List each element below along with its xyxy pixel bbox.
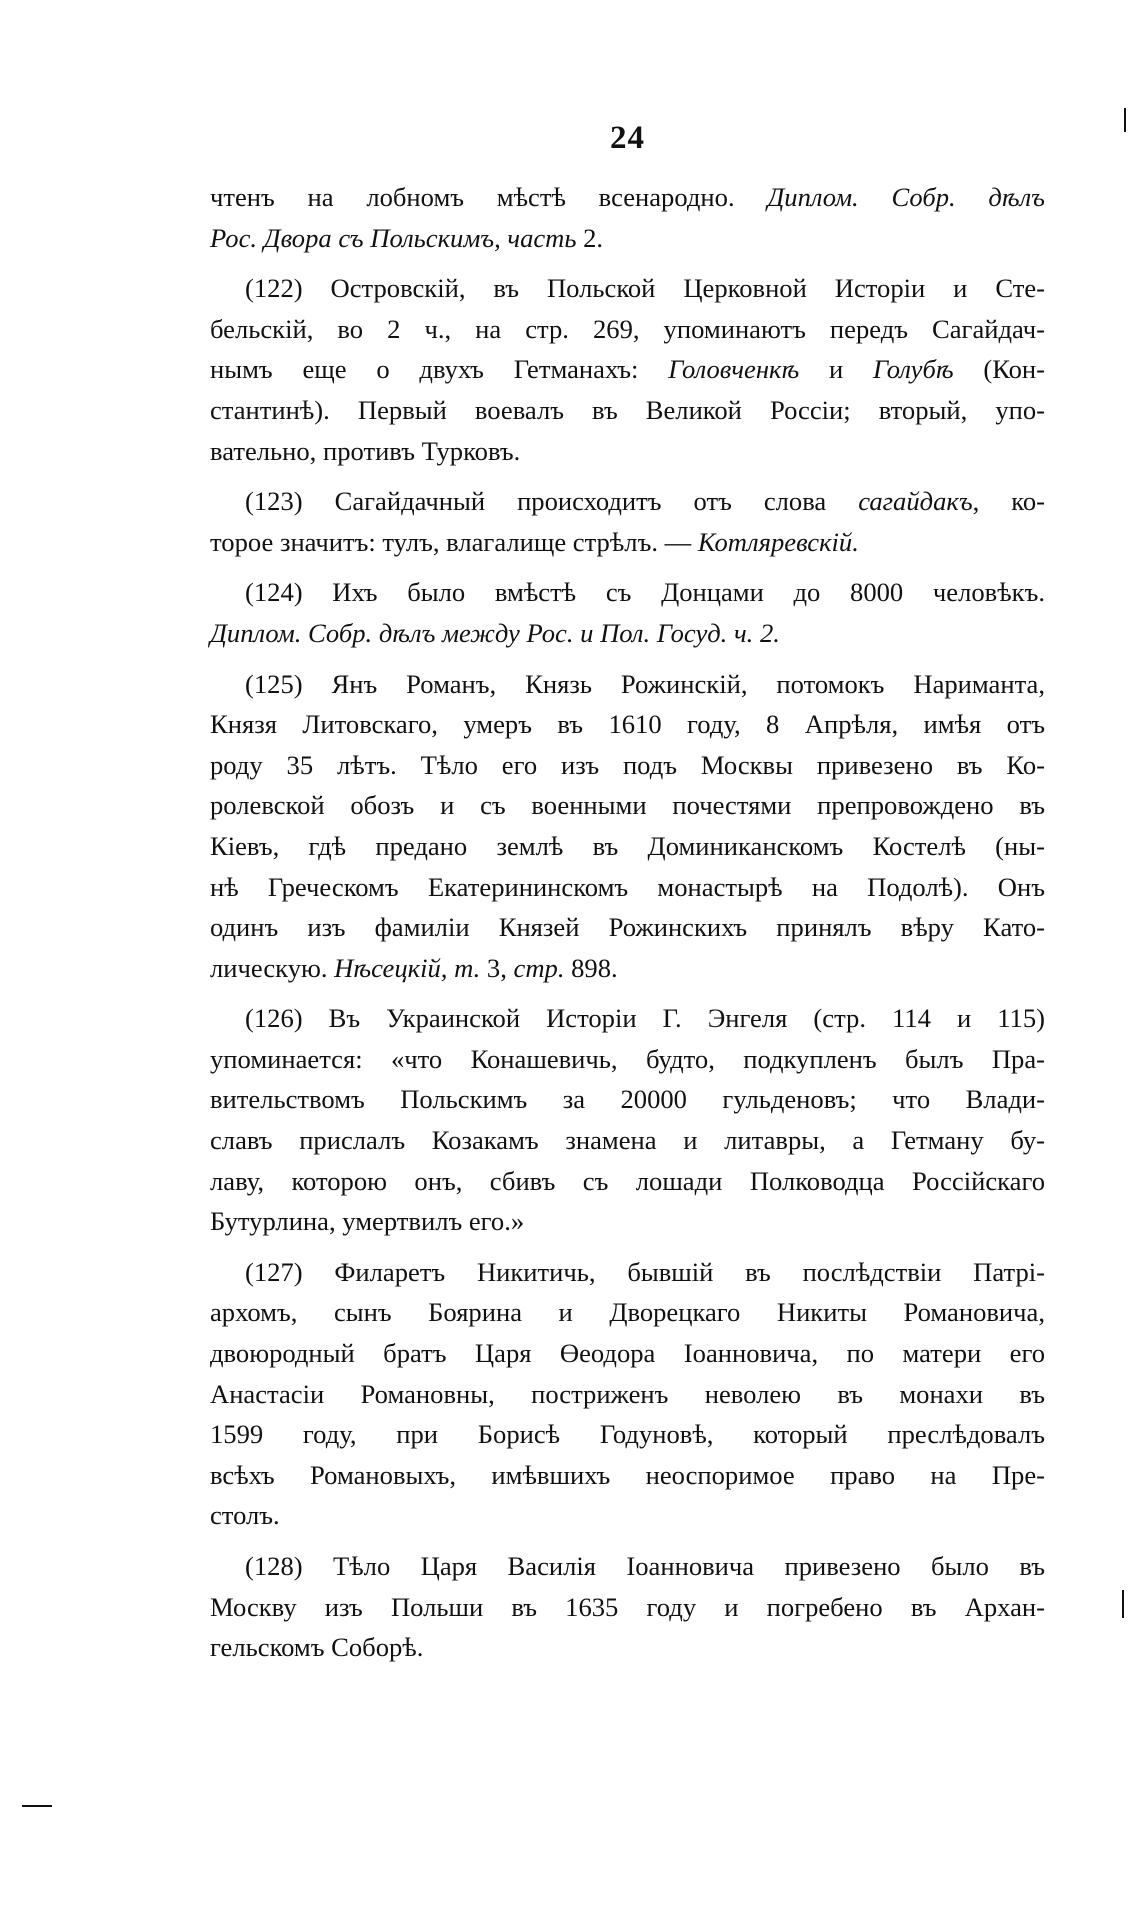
- text-line: [210, 613, 1045, 654]
- text-line: [210, 867, 1045, 908]
- page-number: 24: [610, 120, 645, 156]
- paragraph-note-124: [210, 572, 1045, 653]
- text-run: лаву, которою онъ, сбивъ съ лошади Полководца Россійскаго: [210, 1165, 1045, 1196]
- paragraph-note-123: [210, 481, 1045, 562]
- text-run: (123) Сагайдачный происходитъ отъ слова: [245, 486, 859, 517]
- italic-run: Рос. Двора съ Польскимъ, часть: [210, 222, 577, 253]
- text-run: 1599 году, при Борисѣ Годуновѣ, который преслѣдовалъ: [210, 1419, 1045, 1450]
- text-line: [210, 1587, 1045, 1628]
- text-line: [210, 1252, 1045, 1293]
- text-run: двоюродный братъ Царя Өеодора Іоанновича, по матери его: [210, 1338, 1045, 1369]
- text-line: [210, 998, 1045, 1039]
- text-run: бельскій, во 2 ч., на стр. 269, упоминаютъ передъ Сагайдач-: [210, 313, 1045, 344]
- page-content: [210, 120, 1045, 1678]
- text-line: [210, 1627, 1045, 1668]
- text-run: (128) Тѣло Царя Василія Іоанновича привезено было въ: [245, 1551, 1045, 1581]
- text-run: (125) Янъ Романъ, Князь Рожинскій, потомокъ Нариманта,: [245, 668, 1045, 699]
- italic-run: стр.: [513, 952, 565, 983]
- text-run: Бутурлина, умертвилъ его.»: [210, 1206, 525, 1237]
- scan-mark-right-bottom: [1122, 1590, 1124, 1618]
- paragraph-note-127: [210, 1252, 1045, 1536]
- text-run: ролевской обозъ и съ военными почестями препровождено въ: [210, 790, 1045, 821]
- text-run: нымъ еще о двухъ Гетманахъ:: [210, 354, 669, 385]
- text-run: вительствомъ Польскимъ за 20000 гульденовъ; что Влади-: [210, 1084, 1045, 1115]
- text-run: , ко-: [972, 486, 1045, 517]
- text-run: 898.: [564, 952, 618, 983]
- text-line: [210, 1495, 1045, 1536]
- text-line: [210, 664, 1045, 705]
- text-line: [210, 390, 1045, 431]
- italic-run: Головченкѣ: [668, 354, 800, 385]
- scan-mark-right-top: [1124, 108, 1126, 132]
- text-line: [210, 745, 1045, 786]
- italic-run: Голубѣ: [873, 354, 954, 385]
- text-line: [210, 1292, 1045, 1333]
- text-run: столъ.: [210, 1500, 280, 1531]
- text-run: упоминается: «что Конашевичь, будто, подкупленъ былъ Пра-: [210, 1043, 1045, 1074]
- text-run: одинъ изъ фамиліи Князей Рожинскихъ принялъ вѣру Като-: [210, 912, 1045, 943]
- text-run: (Кон-: [953, 354, 1046, 385]
- text-run: нѣ Греческомъ Екатерининскомъ монастырѣ на Подолѣ). Онъ: [210, 871, 1045, 902]
- text-line: [210, 218, 1045, 259]
- paragraph-note-122: [210, 268, 1045, 471]
- scan-mark-bottom-left: [22, 1805, 52, 1807]
- text-run: (127) Филаретъ Никитичь, бывшій въ послѣдствіи Патрі-: [245, 1256, 1045, 1287]
- text-line: [210, 309, 1045, 350]
- text-run: (124) Ихъ было вмѣстѣ съ Донцами до 8000 человѣкъ.: [245, 577, 1045, 608]
- text-run: Кіевъ, гдѣ предано землѣ въ Доминиканскомъ Костелѣ (ны-: [210, 830, 1045, 861]
- text-line: [210, 1546, 1045, 1587]
- italic-run: Диплом. Собр. дѣлъ: [767, 182, 1045, 212]
- text-run: 2.: [576, 222, 604, 253]
- text-run: Москву изъ Польши въ 1635 году и погребено въ Архан-: [210, 1591, 1045, 1622]
- text-line: [210, 1455, 1045, 1496]
- italic-run: Нѣсецкій, т.: [334, 952, 481, 983]
- text-body: [210, 177, 1045, 1668]
- italic-run: сагайдакъ: [858, 486, 973, 517]
- text-line: [210, 1161, 1045, 1202]
- text-line: [210, 349, 1045, 390]
- text-run: славъ прислалъ Козакамъ знамена и литавры, а Гетману бу-: [210, 1125, 1045, 1156]
- text-line: [210, 826, 1045, 867]
- text-run: вательно, противъ Турковъ.: [210, 435, 521, 466]
- text-line: [210, 948, 1045, 989]
- text-line: [210, 1333, 1045, 1374]
- text-run: (126) Въ Украинской Исторіи Г. Энгеля (стр. 114 и 115): [245, 1003, 1045, 1034]
- text-run: Князя Литовскаго, умеръ въ 1610 году, 8 Апрѣля, имѣя отъ: [210, 709, 1045, 740]
- text-line: [210, 1039, 1045, 1080]
- text-line: [210, 268, 1045, 309]
- paragraph-note-126: [210, 998, 1045, 1242]
- text-run: и: [799, 354, 874, 385]
- text-line: [210, 907, 1045, 948]
- text-run: 3,: [480, 952, 514, 983]
- text-run: Анастасіи Романовны, постриженъ неволею въ монахи въ: [210, 1378, 1045, 1409]
- text-line: [210, 785, 1045, 826]
- text-line: [210, 431, 1045, 472]
- text-line: [210, 177, 1045, 218]
- text-line: [210, 1374, 1045, 1415]
- paragraph-cont: [210, 177, 1045, 258]
- text-run: стантинѣ). Первый воевалъ въ Великой Россіи; вторый, упо-: [210, 394, 1045, 425]
- text-line: [210, 1120, 1045, 1161]
- text-run: чтенъ на лобномъ мѣстѣ всенародно.: [210, 182, 768, 212]
- italic-run: Диплом. Собр. дѣлъ между Рос. и Пол. Госуд. ч. 2.: [210, 617, 780, 648]
- paragraph-note-125: [210, 664, 1045, 989]
- text-run: всѣхъ Романовыхъ, имѣвшихъ неоспоримое право на Пре-: [210, 1459, 1045, 1490]
- text-run: гельскомъ Соборѣ.: [210, 1632, 424, 1663]
- text-line: [210, 572, 1045, 613]
- text-run: торое значитъ: тулъ, влагалище стрѣлъ. —: [210, 526, 698, 557]
- text-run: архомъ, сынъ Боярина и Дворецкаго Никиты Романовича,: [210, 1297, 1045, 1328]
- paragraph-note-128: [210, 1546, 1045, 1668]
- text-line: [210, 704, 1045, 745]
- text-line: [210, 481, 1045, 522]
- italic-run: Котляревскій.: [697, 526, 859, 557]
- text-run: (122) Островскій, въ Польской Церковной Исторіи и Сте-: [245, 273, 1045, 304]
- text-line: [210, 522, 1045, 563]
- text-run: лическую.: [210, 952, 335, 983]
- text-run: роду 35 лѣтъ. Тѣло его изъ подъ Москвы привезено въ Ко-: [210, 749, 1045, 780]
- text-line: [210, 1079, 1045, 1120]
- text-line: [210, 1201, 1045, 1242]
- text-line: [210, 1414, 1045, 1455]
